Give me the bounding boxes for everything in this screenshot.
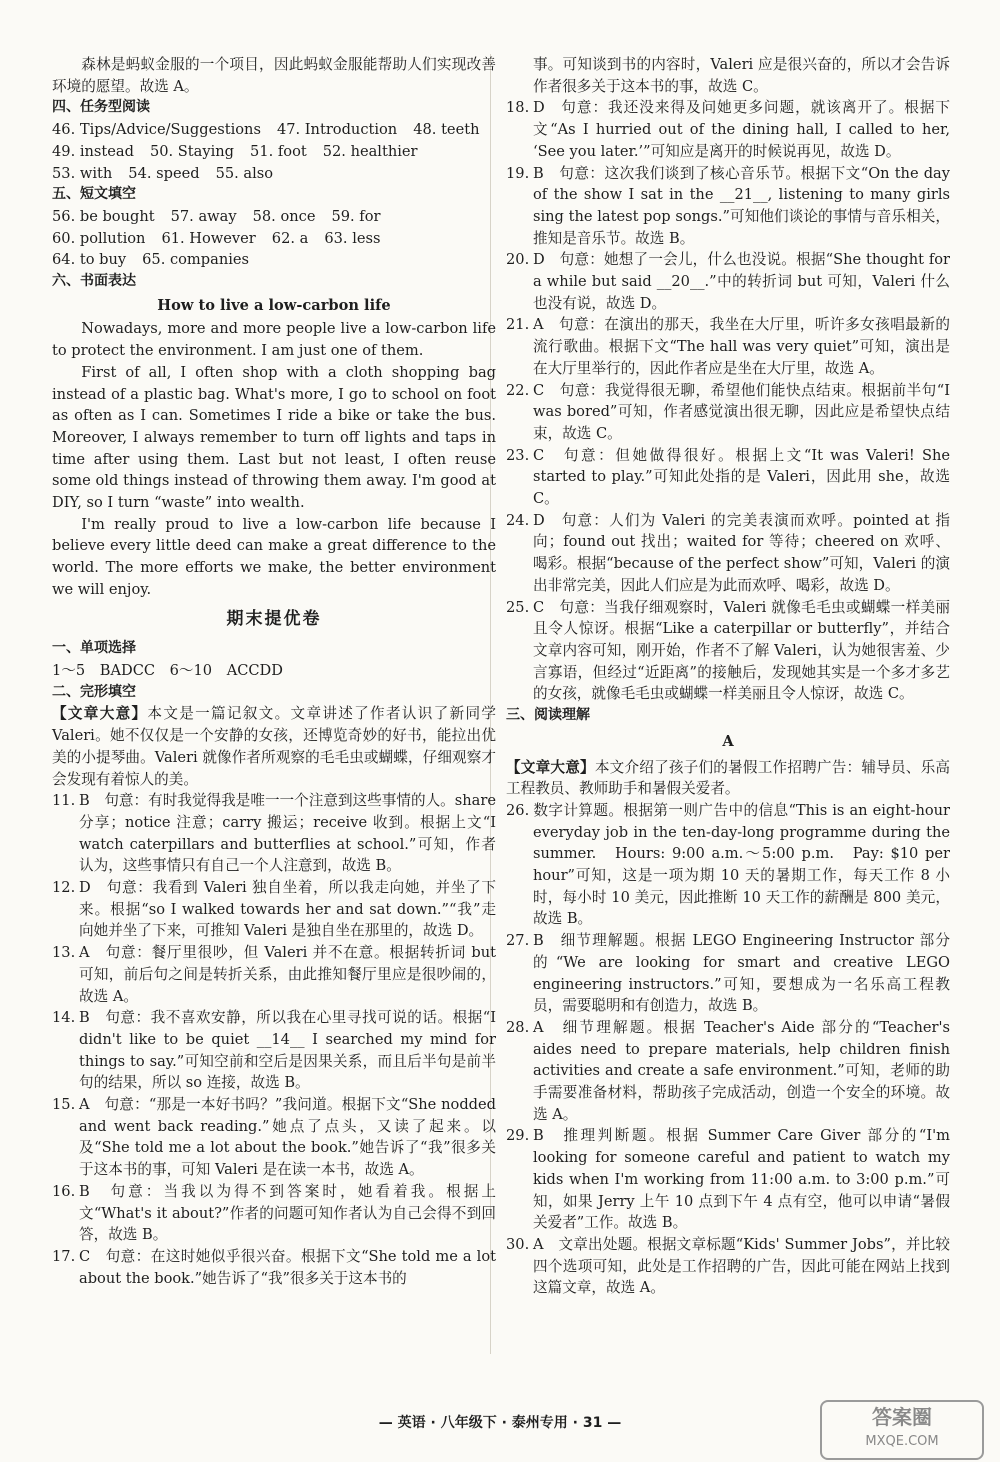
answer-item: 30. A 文章出处题。根据文章标题“Kids' Summer Jobs”，并比较四个选项可知，此处是工作招聘的广告，因此可能在网站上找到这篇文章，故选 A。 [506,1235,950,1297]
answer-row: 49. instead 50. Staying 51. foot 52. healthier [52,142,418,160]
essay-paragraph: Nowadays, more and more people live a low-carbon life to protect the environment. I am just one of them. [52,320,496,360]
answer-item: 23. C 句意：但她做得很好。根据上文“It was Valeri! She started to play.”可知此处指的是 Valeri，因此用 she，故选 C。 [506,446,950,508]
answer-continuation: 事。可知谈到书的内容时，Valeri 应是很兴奋的，所以才会告诉作者很多关于这本书的事，故选 C。 [533,56,950,95]
watermark-text: 答案圈 [872,1405,932,1429]
left-column [52,54,496,1289]
answer-item: 16. B 句意：当我以为得不到答案时，她看着我。根据上文“What's it about?”作者的问题可知作者认为自己会得不到回答，故选 B。 [52,1182,496,1244]
watermark-logo [820,1400,984,1460]
answer-item: 17. C 句意：在这时她似乎很兴奋。根据下文“She told me a lot about the book.”她告诉了“我”很多关于这本书的 [52,1247,496,1287]
answer-item: 18. D 句意：我还没来得及问她更多问题，就该离开了。根据下文“As I hurried out of the dining hall, I called to her, ‘See you later.’”可知应是离开的时候说再见，故选 D。 [506,99,950,160]
answer-item: 19. B 句意：这次我们谈到了核心音乐节。根据下文“On the day of the show I sat in the __21__, listening to many girls sing the latest pop songs.”可知他们谈论的事情与音乐相关，推知是音乐节。故选 B。 [506,164,951,247]
article-summary: 【文章大意】本文介绍了孩子们的暑假工作招聘广告：辅导员、乐高工程教员、教师助手和暑假关爱者。 [506,758,950,798]
answer-item: 29. B 推理判断题。根据 Summer Care Giver 部分的“I'm looking for someone careful and patient to watch my kids when I'm working from 11:00 a.m. to 3:00 p.m.”可知，如果 Jerry 上午 10 点到下午 4 点有空，他可以申请“暑假关爱者”工作。故选 B。 [506,1127,950,1232]
essay-title: How to live a low-carbon life [157,296,391,314]
section-four-title: 四、任务型阅读 [52,99,150,116]
answer-item: 21. A 句意：在演出的那天，我坐在大厅里，听许多女孩唱最新的流行歌曲。根据下文“The hall was very quiet”可知，演出是在大厅里举行的，因此作者应是坐在大厅里，故选 A。 [506,316,950,377]
section-one-title: 一、单项选择 [52,640,136,657]
answer-item: 11. B 句意：有时我觉得我是唯一一个注意到这些事情的人。share 分享；notice 注意；carry 搬运；receive 收到。根据上文“I watch caterpillars and butterflies at school.”可知，作者认为，这些事情只有自己一个人注意到，故选 B。 [52,792,496,875]
intro-text: 森林是蚂蚁金服的一个项目，因此蚂蚁金服能帮助人们实现改善环境的愿望。故选 A。 [52,56,496,95]
watermark-url: MXQE.COM [865,1434,939,1449]
right-column [506,54,950,1299]
answer-item: 26. 数字计算题。根据第一则广告中的信息“This is an eight-hour everyday job in the ten-day-long programme during the summer. Hours: 9:00 a.m.～5:00 p.m. Pay: $10 per hour”可知，这是一项为期 10 天的暑期工作，每天工作 8 小时，每小时 10 美元，因此推断 10 天工作的薪酬是 800 美元，故选 B。 [506,801,950,928]
section-five-title: 五、短文填空 [52,186,136,203]
answer-row: 46. Tips/Advice/Suggestions 47. Introduction 48. teeth [52,121,480,139]
choice-answers: 1～5 BADCC 6～10 ACCDD [52,661,283,679]
answer-item: 15. A 句意：“那是一本好书吗？”我问道。根据下文“She nodded and went back reading.”她点了点头，又读了起来。以及“She told me a lot about the book.”她告诉了“我”很多关于这本书的事，可知 Valeri 是在读一本书，故选 A。 [52,1096,496,1179]
page-footer: — 英语 · 八年级下 · 泰州专用 · 31 — [378,1415,622,1431]
exam-title: 期末提优卷 [226,608,322,629]
essay-paragraph: First of all, I often shop with a cloth shopping bag instead of a plastic bag. What's more, I go to school on foot as often as I can. Sometimes I ride a bike or take the bus. Moreover, I always remember to turn off lights and taps in time after using them. Last but not least, I often reuse some old things instead of throwing them away. I'm good at DIY, so I turn “waste” into wealth. [52,363,496,512]
answer-row: 53. with 54. speed 55. also [52,164,274,182]
answer-item: 22. C 句意：我觉得很无聊，希望他们能快点结束。根据前半句“I was bored”可知，作者感觉演出很无聊，因此应是希望快点结束，故选 C。 [506,381,950,442]
section-three-title: 三、阅读理解 [506,707,590,724]
article-summary: 【文章大意】本文是一篇记叙文。文章讲述了作者认识了新同学 Valeri。她不仅仅是一个安静的女孩，还博览奇妙的好书，能拉出优美的小提琴曲。Valeri 就像作者所观察的毛毛虫或蝴蝶，仔细观察才会发现有着惊人的美。 [52,705,496,788]
section-two-title: 二、完形填空 [52,683,136,700]
passage-letter: A [722,732,734,750]
answer-item: 12. D 句意：我看到 Valeri 独自坐着，所以我走向她，并坐了下来。根据“so I walked towards her and sat down.”“我”走向她并坐了下来，可推知 Valeri 是独自坐在那里的，故选 D。 [52,879,496,940]
section-six-title: 六、书面表达 [52,273,136,290]
answer-row: 60. pollution 61. However 62. a 63. less [52,229,381,247]
answer-item: 13. A 句意：餐厅里很吵，但 Valeri 并不在意。根据转折词 but 可知，前后句之间是转折关系，由此推知餐厅里应是很吵闹的，故选 A。 [52,944,496,1005]
answer-item: 20. D 句意：她想了一会儿，什么也没说。根据“She thought for a while but said __20__.”中的转折词 but 可知，Valeri 什么也没有说，故选 D。 [506,251,950,312]
answer-item: 14. B 句意：我不喜欢安静，所以我在心里寻找可说的话。根据“I didn't like to be quiet __14__ I searched my mind for things to say.”可知空前和空后是因果关系，而且后半句是前半句的结果，所以 so 连接，故选 B。 [52,1009,496,1092]
answer-item: 24. D 句意：人们为 Valeri 的完美表演而欢呼。pointed at 指向；found out 找出；waited for 等待；cheered on 欢呼、喝彩。根据“because of the perfect show”可知，Valeri 的演出非常完美，因此人们应是为此而欢呼、喝彩，故选 D。 [506,511,950,594]
answer-item: 28. A 细节理解题。根据 Teacher's Aide 部分的“Teacher's aides need to prepare materials, help children finish activities and create a safe environment.”可知，老师的助手需要准备材料，帮助孩子完成活动，创造一个安全的环境。故选 A。 [506,1018,950,1123]
answer-item: 25. C 句意：当我仔细观察时，Valeri 就像毛毛虫或蝴蝶一样美丽且令人惊讶。根据“Like a caterpillar or butterfly”，并结合文章内容可知，刚开始，作者不了解 Valeri，认为她很害羞、少言寡语，但经过“近距离”的接触后，发现她其实是一个多才多艺的女孩，就像毛毛虫或蝴蝶一样美丽且令人惊讶，故选 C。 [506,598,950,703]
answer-row: 56. be bought 57. away 58. once 59. for [52,207,381,225]
answer-row: 64. to buy 65. companies [52,251,250,269]
answer-item: 27. B 细节理解题。根据 LEGO Engineering Instructor 部分的“We are looking for smart and creative LEGO engineering instructors.”可知，要想成为一名乐高工程教员，需要聪明和有创造力，故选 B。 [506,932,950,1015]
essay-paragraph: I'm really proud to live a low-carbon life because I believe every little deed can make a great difference to the world. The more efforts we make, the better environment we will enjoy. [52,515,496,598]
